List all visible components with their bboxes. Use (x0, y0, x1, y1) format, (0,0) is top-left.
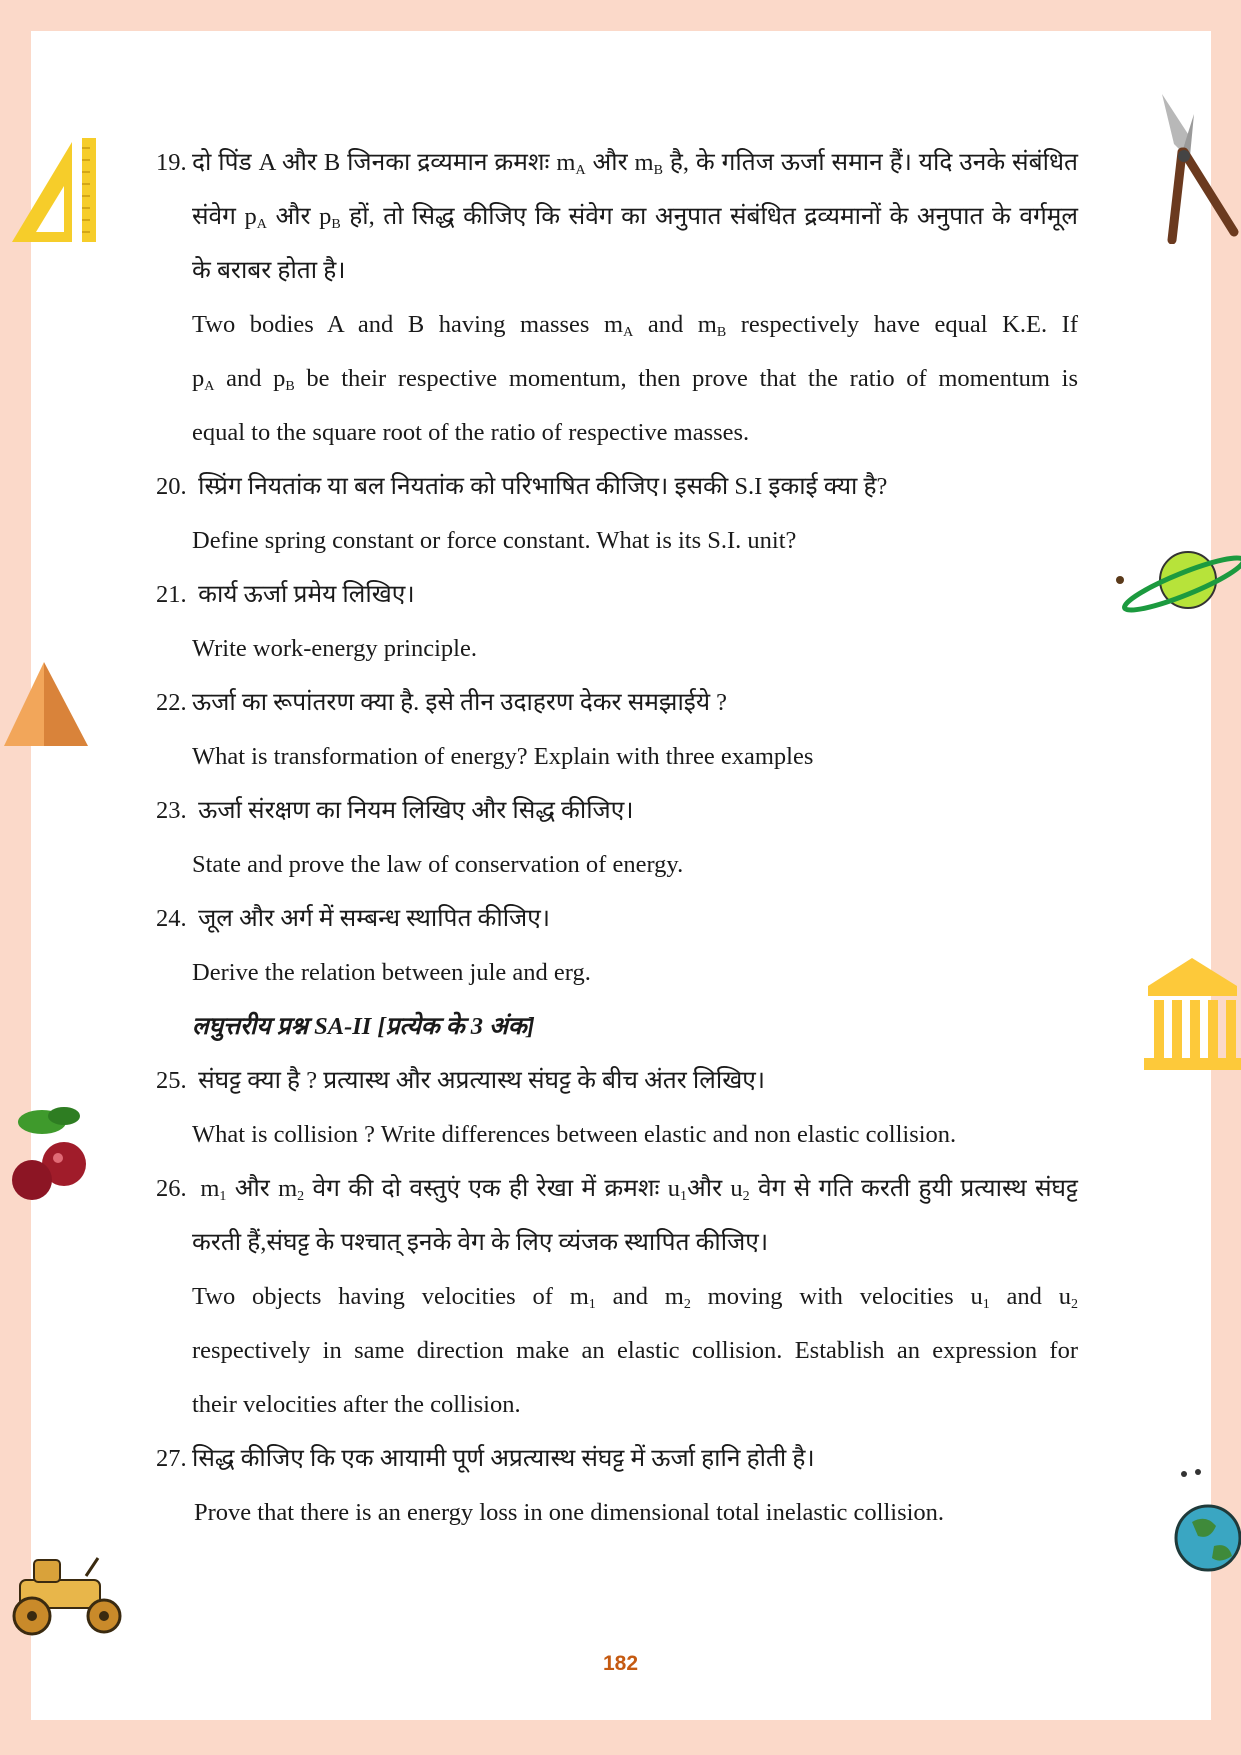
question-26-english-line-3: their velocities after the collision. (192, 1391, 521, 1418)
question-23-hindi: 23. ऊर्जा संरक्षण का नियम लिखिए और सिद्ध कीजिए। (156, 797, 634, 824)
question-24-hindi: 24. जूल और अर्ग में सम्बन्ध स्थापित कीजिए। (156, 905, 551, 932)
question-22-english: What is transformation of energy? Explain with three examples (192, 743, 814, 770)
question-21-english: Write work-energy principle. (192, 635, 477, 662)
question-19-hindi-line-2: संवेग $p_A$ और $p_B$ हों, तो सिद्ध कीजिए कि संवेग का अनुपात संबंधित द्रव्यमानों के अनुपात के वर्गमूल (192, 203, 1078, 232)
question-25-hindi: 25. संघट्ट क्या है ? प्रत्यास्थ और अप्रत्यास्थ संघट्ट के बीच अंतर लिखिए। (156, 1067, 766, 1094)
question-20-hindi: 20. स्प्रिंग नियतांक या बल नियतांक को परिभाषित कीजिए। इसकी S.I इकाई क्या है? (156, 473, 888, 500)
question-25-english: What is collision ? Write differences between elastic and non elastic collision. (192, 1121, 957, 1148)
question-19-english-line-2: $p_A$ and $p_B$ be their respective momentum, then prove that the ratio of momentum is (192, 365, 1078, 394)
question-20-english: Define spring constant or force constant. What is its S.I. unit? (192, 527, 797, 554)
question-23-english: State and prove the law of conservation of energy. (192, 851, 684, 878)
question-24-english: Derive the relation between jule and erg. (192, 959, 591, 986)
temple-columns-icon (1144, 956, 1241, 1072)
pruning-shears-icon (1152, 94, 1241, 244)
ruler-set-square-icon (6, 132, 102, 244)
question-27-english: Prove that there is an energy loss in one dimensional total inelastic collision. (194, 1499, 945, 1526)
globe-icon (1170, 1466, 1241, 1576)
vintage-car-icon (0, 1550, 128, 1640)
question-19-hindi-line-3: के बराबर होता है। (192, 257, 346, 284)
section-heading: लघुत्तरीय प्रश्न SA-II [प्रत्येक के 3 अंक] (192, 1013, 535, 1040)
page-number: 182 (602, 1652, 639, 1675)
question-19-english-line-3: equal to the square root of the ratio of respective masses. (192, 419, 750, 446)
question-26-hindi-line-1: 26. $m_1$ और $m_2$ वेग की दो वस्तुएं एक ही रेखा में क्रमशः $u_1और$ $u_2$ वेग से गति करती हुयी प्रत्यास्थ संघट्ट (156, 1175, 1078, 1204)
question-26-english-line-2: respectively in same direction make an elastic collision. Establish an expression for (192, 1337, 1078, 1364)
question-19-hindi-line-1: 19. दो पिंड A और B जिनका द्रव्यमान क्रमशः $m_A$ और $m_B$ है, के गतिज ऊर्जा समान हैं। यदि उनके संबंधित (156, 149, 1078, 178)
question-21-hindi: 21. कार्य ऊर्जा प्रमेय लिखिए। (156, 581, 415, 608)
pyramid-icon (0, 660, 90, 748)
question-26-english-line-1: Two objects having velocities of $m_1$ and $m_2$ moving with velocities $u_1$ and $u_2$ (192, 1283, 1078, 1312)
cherries-icon (6, 1104, 92, 1208)
question-27-hindi: 27. सिद्ध कीजिए कि एक आयामी पूर्ण अप्रत्यास्थ संघट्ट में ऊर्जा हानि होती है। (156, 1445, 815, 1472)
question-22-hindi: 22. ऊर्जा का रूपांतरण क्या है. इसे तीन उदाहरण देकर समझाईये ? (156, 689, 728, 716)
ringed-planet-icon (1112, 540, 1241, 620)
question-26-hindi-line-2: करती हैं,संघट्ट के पश्चात् इनके वेग के लिए व्यंजक स्थापित कीजिए। (192, 1229, 769, 1256)
question-19-english-line-1: Two bodies A and B having masses $m_A$ and $m_B$ respectively have equal K.E. If (192, 311, 1078, 340)
